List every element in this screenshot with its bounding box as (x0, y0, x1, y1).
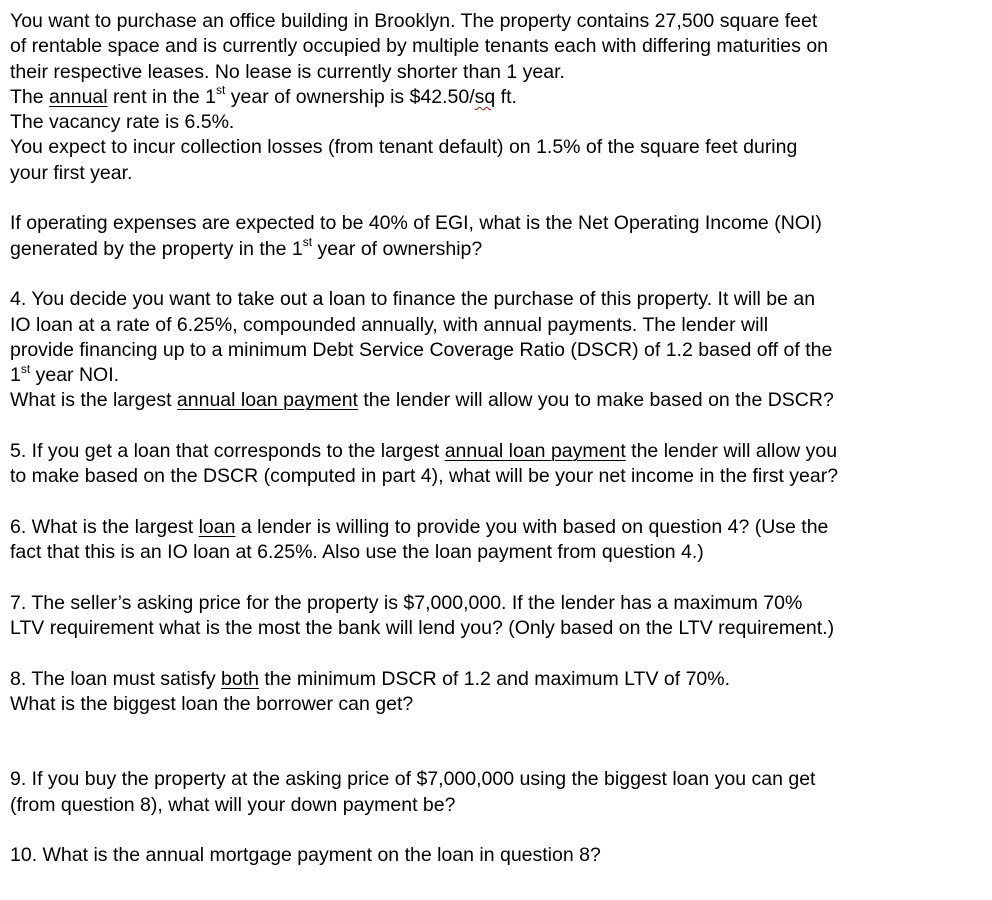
q7-line-1: 7. The seller’s asking price for the property is $7,000,000. If the lender has a maximum 70% (10, 591, 803, 614)
rent-text-d: ft. (495, 85, 517, 108)
q5-line-1 (10, 439, 982, 464)
q6-underlined-word: loan (198, 515, 236, 538)
q7-line-2: LTV requirement what is the most the bank will lend you? (Only based on the LTV requirement.) (10, 617, 835, 640)
document-body (10, 9, 982, 869)
question-8 (10, 667, 982, 718)
q8-underlined-word: both (221, 667, 259, 690)
spacer (10, 566, 982, 591)
q4-line-4 (10, 363, 982, 388)
q10-line-1: 10. What is the annual mortgage payment on the loan in question 8? (10, 844, 601, 867)
q9-line-1: 9. If you buy the property at the asking price of $7,000,000 using the biggest loan you can get (10, 768, 816, 791)
rent-superscript: st (216, 83, 226, 98)
q4-underlined-phrase: annual loan payment (176, 389, 358, 412)
q5-line-1-text-a: 5. If you get a loan that corresponds to the largest (10, 440, 445, 463)
collection-line-2: your first year. (10, 161, 133, 184)
rent-text-c: year of ownership is $42.50/ (225, 85, 475, 108)
q6-line-1 (10, 515, 982, 540)
q8-line-1-text-a: 8. The loan must satisfy (10, 667, 221, 690)
vacancy-line: The vacancy rate is 6.5%. (10, 111, 235, 134)
spacer (10, 186, 982, 211)
collection-line-1: You expect to incur collection losses (from tenant default) on 1.5% of the square feet during (10, 136, 798, 159)
q4-line-5-text-a: What is the largest (10, 389, 177, 412)
q9-line-2: (from question 8), what will your down payment be? (10, 793, 456, 816)
q4-superscript: st (20, 361, 31, 376)
question-4 (10, 287, 982, 413)
question-5 (10, 439, 982, 490)
rent-text-a: The (10, 85, 50, 108)
spacer (10, 641, 982, 666)
q6-line-2: fact that this is an IO loan at 6.25%. Also use the loan payment from question 4.) (10, 541, 704, 564)
q4-line-5 (10, 388, 982, 413)
q5-line-1-text-b: the lender will allow you (625, 440, 838, 463)
q8-line-1 (10, 667, 982, 692)
rent-text-b: rent in the 1 (107, 85, 216, 108)
spacer (10, 414, 982, 439)
intro-line-1: You want to purchase an office building in Brooklyn. The property contains 27,500 square feet (10, 10, 818, 32)
q4-line-4-text-b: year NOI. (30, 364, 120, 387)
spacer (10, 490, 982, 515)
noi-line-2 (10, 237, 982, 262)
intro-paragraph (10, 9, 982, 186)
noi-line-1: If operating expenses are expected to be 40% of EGI, what is the Net Operating Income (NOI) (10, 212, 822, 235)
q4-line-3: provide financing up to a minimum Debt Service Coverage Ratio (DSCR) of 1.2 based off of the (10, 338, 833, 361)
noi-line-2-text-b: year of ownership? (312, 237, 483, 260)
q4-line-5-text-b: the lender will allow you to make based on the DSCR? (357, 389, 834, 412)
q4-line-4-text-a: 1 (10, 364, 21, 387)
q4-line-2: IO loan at a rate of 6.25%, compounded annually, with annual payments. The lender will (10, 313, 769, 336)
annual-rent-line (10, 85, 982, 110)
spacer (10, 717, 982, 767)
noi-line-2-text-a: generated by the property in the 1 (10, 237, 303, 260)
q6-line-1-text-a: 6. What is the largest (10, 515, 199, 538)
question-6 (10, 515, 982, 566)
rent-sq-spellcheck: sq (474, 85, 496, 108)
q4-line-1: 4. You decide you want to take out a loan to finance the purchase of this property. It will be an (10, 288, 816, 311)
q5-line-2: to make based on the DSCR (computed in part 4), what will be your net income in the first year? (10, 465, 839, 488)
intro-line-3: their respective leases. No lease is currently shorter than 1 year. (10, 60, 565, 83)
noi-superscript: st (302, 235, 313, 250)
q8-line-1-text-b: the minimum DSCR of 1.2 and maximum LTV of 70%. (258, 667, 731, 690)
noi-question (10, 211, 982, 262)
q5-underlined-phrase: annual loan payment (444, 440, 626, 463)
spacer (10, 818, 982, 843)
intro-line-2: of rentable space and is currently occupied by multiple tenants each with differing maturities on (10, 35, 829, 58)
question-7 (10, 591, 982, 642)
spacer (10, 262, 982, 287)
q8-line-2: What is the biggest loan the borrower can get? (10, 693, 414, 716)
question-10 (10, 843, 982, 868)
question-9 (10, 767, 982, 818)
q6-line-1-text-b: a lender is willing to provide you with based on question 4? (Use the (235, 515, 829, 538)
rent-annual-underlined: annual (49, 85, 108, 108)
